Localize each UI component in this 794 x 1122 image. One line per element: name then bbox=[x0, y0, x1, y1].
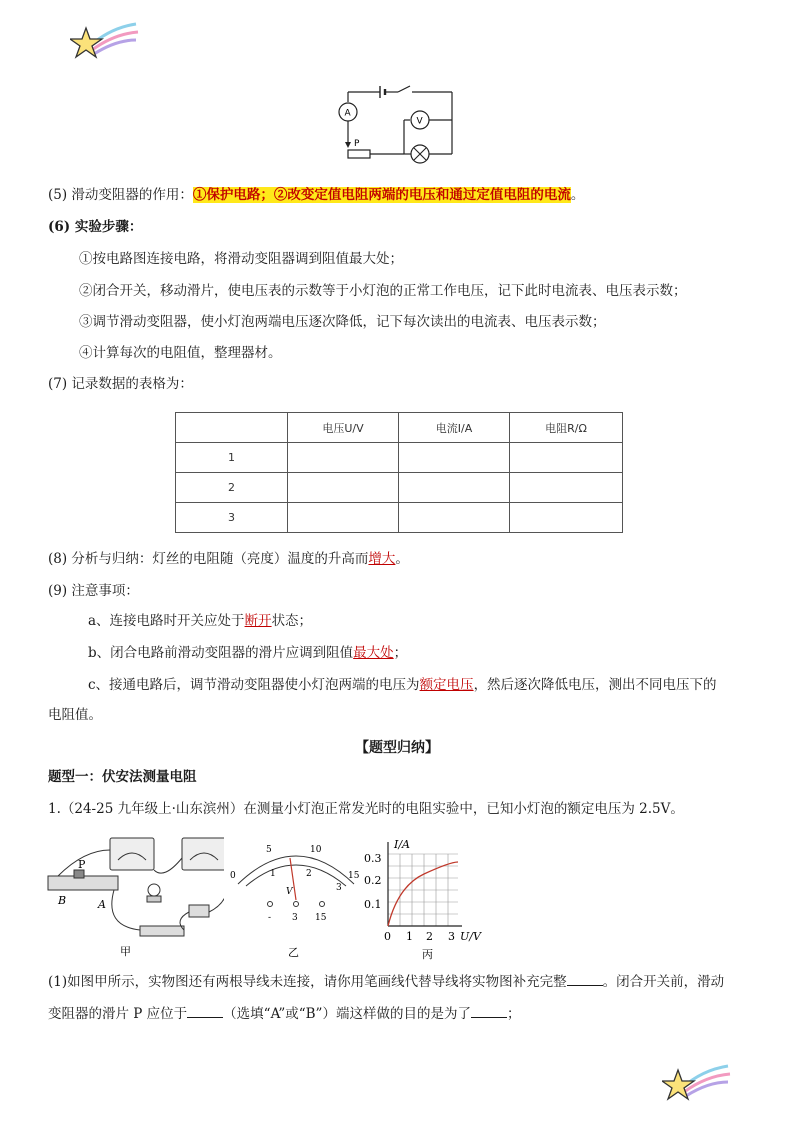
answer-blank[interactable] bbox=[567, 972, 603, 986]
bulb-icon bbox=[148, 884, 160, 896]
figure-bing-caption: 丙 bbox=[422, 948, 433, 960]
note-c: c、接通电路后，调节滑动变阻器使小灯泡两端的电压为额定电压，然后逐次降低电压，测出不同电压下的 bbox=[88, 677, 717, 693]
figure-yi-voltmeter bbox=[226, 838, 366, 960]
star-decoration-icon bbox=[662, 1056, 734, 1102]
svg-text:0.2: 0.2 bbox=[364, 874, 382, 887]
figure-bing-graph bbox=[364, 836, 492, 960]
section-8: (8) 分析与归纳：灯丝的电阻随（亮度）温度的升高而增大。 bbox=[48, 551, 409, 567]
header-voltage: 电压U/V bbox=[288, 413, 399, 443]
figure-yi-caption: 乙 bbox=[288, 946, 299, 959]
figure-jia-caption: 甲 bbox=[120, 945, 131, 958]
section-6-heading: (6) 实验步骤： bbox=[48, 219, 143, 235]
svg-text:15: 15 bbox=[348, 871, 360, 881]
svg-text:1: 1 bbox=[406, 930, 413, 943]
section-title: 【题型归纳】 bbox=[355, 740, 439, 756]
svg-text:2: 2 bbox=[426, 930, 433, 943]
header-resistance: 电阻R/Ω bbox=[510, 413, 623, 443]
svg-text:2: 2 bbox=[306, 869, 312, 879]
table-header-row bbox=[176, 413, 623, 443]
switch-icon bbox=[189, 905, 209, 917]
section-5: (5) 滑动变阻器的作用：①保护电路；②改变定值电阻两端的电压和通过定值电阻的电流。 bbox=[48, 187, 585, 203]
circuit-diagram bbox=[330, 80, 460, 170]
svg-text:P: P bbox=[78, 858, 86, 871]
step-4: ④计算每次的电阻值，整理器材。 bbox=[79, 345, 282, 361]
answer-blank[interactable] bbox=[187, 1004, 223, 1018]
figure-jia-apparatus bbox=[44, 830, 224, 958]
table-row: 1 bbox=[176, 443, 623, 473]
table-row: 2 bbox=[176, 473, 623, 503]
svg-text:V: V bbox=[286, 887, 293, 897]
svg-text:P: P bbox=[354, 139, 360, 149]
step-3: ③调节滑动变阻器，使小灯泡两端电压逐次降低，记下每次读出的电流表、电压表示数； bbox=[79, 314, 606, 330]
svg-text:A: A bbox=[344, 108, 351, 119]
section-5-label: (5) 滑动变阻器的作用： bbox=[48, 187, 193, 203]
note-b: b、闭合电路前滑动变阻器的滑片应调到阻值最大处； bbox=[88, 645, 408, 661]
svg-text:10: 10 bbox=[310, 845, 322, 855]
svg-text:3: 3 bbox=[336, 883, 342, 893]
step-1: ①按电路图连接电路，将滑动变阻器调到阻值最大处； bbox=[79, 251, 403, 267]
iu-curve bbox=[388, 862, 458, 926]
step-2: ②闭合开关，移动滑片，使电压表的示数等于小灯泡的正常工作电压，记下此时电流表、电压表示数； bbox=[79, 283, 687, 299]
question-1: 1.（24-25 九年级上·山东滨州）在测量小灯泡正常发光时的电阻实验中，已知小灯泡的额定电压为 2.5V。 bbox=[48, 801, 684, 817]
answer-blank[interactable] bbox=[471, 1004, 507, 1018]
type-heading: 题型一：伏安法测量电阻 bbox=[48, 769, 197, 785]
note-a-answer: 断开 bbox=[244, 613, 272, 629]
note-a: a、连接电路时开关应处于断开状态； bbox=[88, 613, 313, 629]
note-c-answer: 额定电压 bbox=[419, 677, 474, 693]
section-9-heading: (9) 注意事项： bbox=[48, 583, 139, 599]
note-b-answer: 最大处 bbox=[353, 645, 394, 661]
star-decoration-icon bbox=[70, 14, 142, 60]
svg-text:5: 5 bbox=[266, 845, 272, 855]
note-c-continued: 电阻值。 bbox=[48, 707, 102, 723]
svg-text:U/V: U/V bbox=[460, 930, 481, 943]
question-1-part-1-cont: 变阻器的滑片 P 应位于 （选填“A”或“B”）端这样做的目的是为了 ； bbox=[48, 1006, 521, 1022]
svg-text:-: - bbox=[268, 913, 272, 923]
svg-text:0: 0 bbox=[230, 871, 236, 881]
svg-text:0.3: 0.3 bbox=[364, 852, 382, 865]
question-1-part-1: (1)如图甲所示，实物图还有两根导线未连接，请你用笔画线代替导线将实物图补充完整 。闭合开关前，滑动 bbox=[48, 974, 725, 990]
header-current: 电流I/A bbox=[399, 413, 510, 443]
svg-text:0.1: 0.1 bbox=[364, 898, 382, 911]
svg-text:1: 1 bbox=[270, 869, 276, 879]
table-row: 3 bbox=[176, 503, 623, 533]
section-7-heading: (7) 记录数据的表格为： bbox=[48, 376, 193, 392]
svg-text:3: 3 bbox=[448, 930, 455, 943]
svg-text:3: 3 bbox=[292, 913, 298, 923]
svg-text:A: A bbox=[98, 898, 106, 911]
section-8-answer: 增大 bbox=[368, 551, 396, 567]
svg-text:V: V bbox=[416, 116, 423, 127]
svg-text:I/A: I/A bbox=[394, 838, 410, 851]
svg-text:B: B bbox=[58, 894, 67, 907]
svg-text:15: 15 bbox=[315, 913, 327, 923]
svg-text:0: 0 bbox=[384, 930, 391, 943]
record-table bbox=[175, 412, 623, 533]
section-5-answer: ①保护电路；②改变定值电阻两端的电压和通过定值电阻的电流 bbox=[192, 187, 571, 203]
